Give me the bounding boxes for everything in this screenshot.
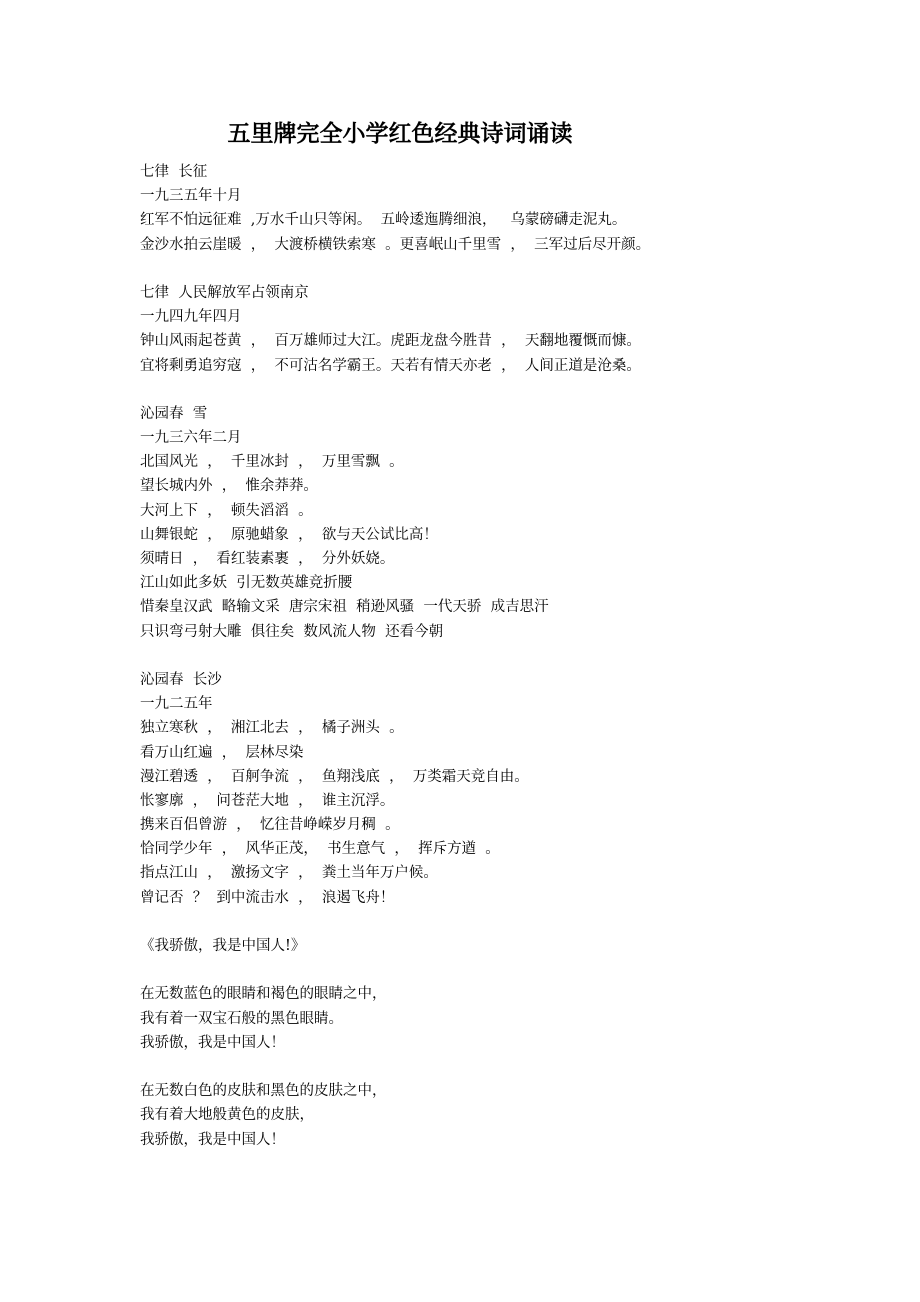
poem-xue [140, 402, 900, 644]
blank-line [140, 1055, 900, 1079]
blank-line [140, 958, 900, 982]
poem-changzheng [140, 160, 900, 257]
poem-changsha [140, 668, 900, 910]
document-body [140, 160, 900, 1152]
poem-title: 《我骄傲，我是中国人!》 [140, 938, 306, 954]
poem-line: 红军不怕远征难 ,万水千山只等闲。 五岭逶迤腾细浪， 乌蒙磅礴走泥丸。 [140, 212, 627, 229]
poem-line: 只识弯弓射大雕 俱往矣 数风流人物 还看今朝 [140, 623, 444, 640]
poem-line: 曾记否 ？ 到中流击水 ， 浪遏飞舟！ [140, 889, 395, 906]
poem-date: 一九四九年四月 [140, 309, 242, 326]
blank-line [140, 644, 900, 668]
poem-title: 沁园春 长沙 [140, 671, 222, 688]
poem-line: 漫江碧透 ， 百舸争流 ， 鱼翔浅底 ， 万类霜天竞自由。 [140, 768, 529, 785]
poem-line: 在无数蓝色的眼睛和褐色的眼睛之中， [140, 986, 387, 1003]
poem-line: 看万山红遍 ， 层林尽染 [140, 744, 304, 761]
poem-line: 我有着大地般黄色的皮肤， [140, 1107, 314, 1124]
poem-nanjing [140, 281, 900, 378]
poem-date: 一九三五年十月 [140, 188, 242, 205]
stanza-eyes [140, 982, 900, 1055]
poem-date: 一九三六年二月 [140, 430, 242, 447]
poem-title: 七律 人民解放军占领南京 [140, 284, 309, 301]
poem-line: 我有着一双宝石般的黑色眼睛。 [140, 1010, 343, 1027]
document-title: 五里牌完全小学红色经典诗词诵读 [227, 121, 573, 147]
poem-line: 在无数白色的皮肤和黑色的皮肤之中， [140, 1083, 387, 1100]
stanza-skin [140, 1079, 900, 1152]
poem-line: 江山如此多妖 引无数英雄竞折腰 [140, 575, 353, 592]
poem-line: 宜将剩勇追穷寇 ， 不可沽名学霸王。天若有情天亦老 ， 人间正道是沧桑。 [140, 357, 641, 374]
poem-title: 七律 长征 [140, 164, 208, 180]
poem-line: 山舞银蛇 ， 原驰蜡象 ， 欲与天公试比高！ [140, 526, 438, 543]
poem-line: 望长城内外 ， 惟余莽莽。 [140, 478, 318, 495]
poem-line: 金沙水拍云崖暖 ， 大渡桥横铁索寒 。更喜岷山千里雪 ， 三军过后尽开颜。 [140, 236, 651, 253]
blank-line [140, 910, 900, 934]
poem-line: 独立寒秋 ， 湘江北去 ， 橘子洲头 。 [140, 720, 404, 737]
poem-line: 北国风光 ， 千里冰封 ， 万里雪飘 。 [140, 454, 404, 471]
poem-line: 恰同学少年 ， 风华正茂， 书生意气 ， 挥斥方遒 。 [140, 841, 500, 858]
poem-line: 我骄傲，我是中国人！ [140, 1034, 285, 1051]
blank-line [140, 257, 900, 281]
poem-line: 大河上下 ， 顿失滔滔 。 [140, 502, 313, 519]
poem-line: 钟山风雨起苍黄 ， 百万雄师过大江。虎距龙盘今胜昔 ， 天翻地覆慨而慷。 [140, 333, 641, 350]
poem-line: 怅寥廓 ， 问苍茫大地 ， 谁主沉浮。 [140, 792, 395, 809]
poem-line: 惜秦皇汉武 略输文采 唐宗宋祖 稍逊风骚 一代天骄 成吉思汗 [140, 599, 549, 616]
poem-line: 我骄傲，我是中国人！ [140, 1131, 285, 1148]
blank-line [140, 378, 900, 402]
poem-proud-title [140, 934, 900, 958]
poem-date: 一九二五年 [140, 696, 213, 713]
poem-title: 沁园春 雪 [140, 405, 208, 422]
poem-line: 须晴日 ， 看红装素裹 ， 分外妖娆。 [140, 551, 395, 567]
poem-line: 指点江山 ， 激扬文字 ， 粪土当年万户候。 [140, 865, 438, 882]
poem-line: 携来百侣曾游 ， 忆往昔峥嵘岁月稠 。 [140, 817, 400, 834]
